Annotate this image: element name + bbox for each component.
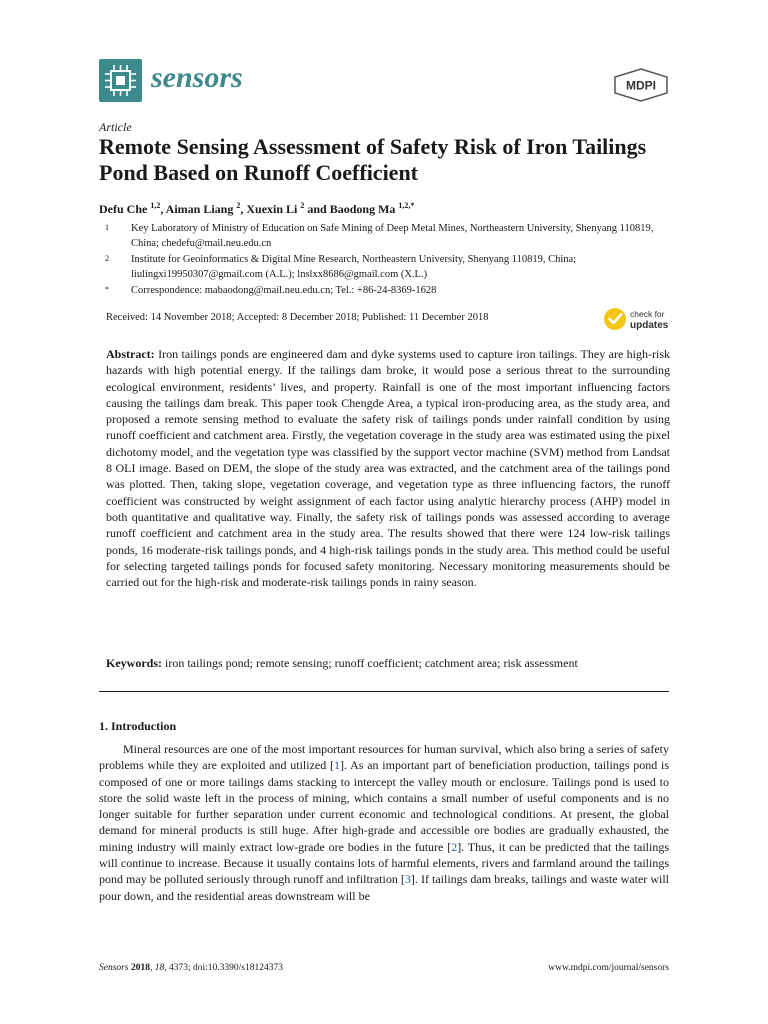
affiliation-number: *	[105, 285, 109, 294]
keywords-text: iron tailings pond; remote sensing; runoff coefficient; catchment area; risk assessment	[165, 656, 578, 670]
author-affiliation-mark: 1,2	[150, 201, 161, 210]
intro-text: ]. Thus, it can be predicted that the tailings will continue to increase. Because it usually contains lots of harmful elements, rivers and farmland around the tailings pond may be polluted seriously through runoff and infiltration [	[99, 839, 669, 887]
footer-journal: Sensors	[99, 963, 129, 973]
check-updates-line1: check for	[630, 309, 665, 319]
footer-year: 2018	[130, 963, 150, 973]
affiliation-number: 2	[105, 254, 109, 263]
mdpi-logo	[613, 68, 669, 102]
author-name: Baodong Ma	[329, 202, 396, 216]
publication-dates: Received: 14 November 2018; Accepted: 8 December 2018; Published: 11 December 2018	[106, 312, 489, 323]
author-affiliation-mark: 2	[236, 201, 241, 210]
keywords	[106, 656, 670, 671]
intro-text: Mineral resources are one of the most important resources for human survival, which also bring a series of safety problems while they are exploited and utilized [	[99, 742, 669, 773]
check-for-updates-badge[interactable]	[603, 305, 683, 333]
affiliation-item	[99, 222, 679, 251]
affiliation-text: Institute for Geoinformatics & Digital Mine Research, Northeastern University, Shenyang 110819, China; liulingxi19950307@gmail.com (A.L.); lnslxx8686@gmail.com (X.L.)	[131, 254, 577, 280]
intro-text: ]. If tailings dam breaks, tailings and waste water will pour down, and the residential areas downstream will be	[99, 872, 669, 903]
affiliation-number: 1	[105, 223, 109, 232]
author-list: Defu Che $^{1,2}$, Aiman Liang $^2$, Xuexin Li $^2$ and Baodong Ma $^{1,2,*}$	[99, 201, 415, 216]
journal-name: sensors	[151, 61, 243, 94]
citation-link[interactable]: 3	[404, 872, 411, 887]
paper-title: Remote Sensing Assessment of Safety Risk of Iron Tailings Pond Based on Runoff Coefficient	[99, 134, 647, 185]
abstract-text: Iron tailings ponds are engineered dam and dyke systems used to capture iron tailings. They are high-risk hazards with high potential energy. If the tailings dam broke, it would pose a serious threat to the surrounding ecological environment, residents’ lives, and property. Rainfall is one of the most important influencing factors causing the tailings dam break. This paper took Chengde Area, a typical iron-producing area, as the study area, and proposed a remote sensing method to evaluate the safety risk of tailings ponds under rainfall condition by using runoff coefficient and catchment area. Firstly, the vegetation coverage in the study area was estimated using the pixel dichotomy model, and the vegetation type was classified by the support vector machine (SVM) method from Landsat 8 OLI image. Based on DEM, the slope of the study area was extracted, and the catchment area of the tailings pond was plotted. Then, taking slope, vegetation coverage, and vegetation type as three influencing factors, the runoff coefficient was constructed by weight assignment of each factor using analytic hierarchy process (AHP) model in both quantitative and qualitative way. Finally, the safety risk of tailings ponds was assessed according to average runoff coefficient and catchment area in the study area. The results showed that there were 124 low-risk tailings ponds, 16 moderate-risk tailings ponds, and 4 high-risk tailings ponds in the study area. This method could be useful for selecting targeted tailings ponds for focused safety monitoring. Necessary monitoring measurements should be carried out for the high-risk and moderate-risk tailings ponds in rainy season.	[106, 347, 671, 590]
section-heading: 1. Introduction	[99, 719, 177, 733]
abstract	[106, 346, 670, 590]
abstract-label: Abstract:	[106, 347, 155, 361]
journal-chip-icon	[99, 59, 142, 102]
citation-link[interactable]: 1	[334, 758, 340, 773]
footer-doi: , 4373; doi:10.3390/s18124373	[164, 963, 283, 973]
intro-text: ]. As an important part of beneficiation production, tailings pond is composed of one or more tailings dams stacking to intercept the valley mouth or enclosure. Tailings pond is used to store the solid waste left in the process of mining, which contains a small number of useful components and is no longer suitable for further separation under current economic and technological conditions. At present, the global demand for mineral products is still huge. After high-grade and accessible ore bodies are gradually exhausted, the mining industry will mainly extract low-grade ore bodies in the future [	[99, 758, 669, 854]
keywords-label: Keywords:	[106, 656, 162, 670]
author-name: Aiman Liang	[165, 202, 234, 216]
footer-journal-url[interactable]: www.mdpi.com/journal/sensors	[548, 963, 669, 973]
author-affiliation-mark: 1,2,*	[398, 201, 415, 210]
affiliation-item	[99, 253, 679, 282]
publisher-logo-text: MDPI	[626, 78, 656, 93]
author-name: Xuexin Li	[246, 202, 298, 216]
citation-link[interactable]: 2	[451, 839, 458, 854]
footer-citation: Sensors 2018, 18, 4373; doi:10.3390/s18124373	[99, 963, 283, 973]
footer-volume: 18	[154, 963, 165, 973]
check-updates-icon	[604, 308, 626, 330]
author-name: Defu Che	[99, 202, 148, 216]
author-affiliation-mark: 2	[300, 201, 305, 210]
check-updates-line2: updates	[630, 320, 669, 331]
affiliation-text: Key Laboratory of Ministry of Education on Safe Mining of Deep Metal Mines, Northeastern University, Shenyang 110819, China; chedefu@mail.neu.edu.cn	[131, 223, 654, 249]
introduction-paragraph	[99, 741, 669, 904]
affiliation-item	[99, 284, 679, 299]
correspondence-text: Correspondence: mabaodong@mail.neu.edu.cn; Tel.: +86-24-8369-1628	[131, 285, 437, 296]
affiliations	[99, 222, 679, 301]
section-divider	[99, 691, 669, 692]
article-type: Article	[99, 120, 132, 134]
